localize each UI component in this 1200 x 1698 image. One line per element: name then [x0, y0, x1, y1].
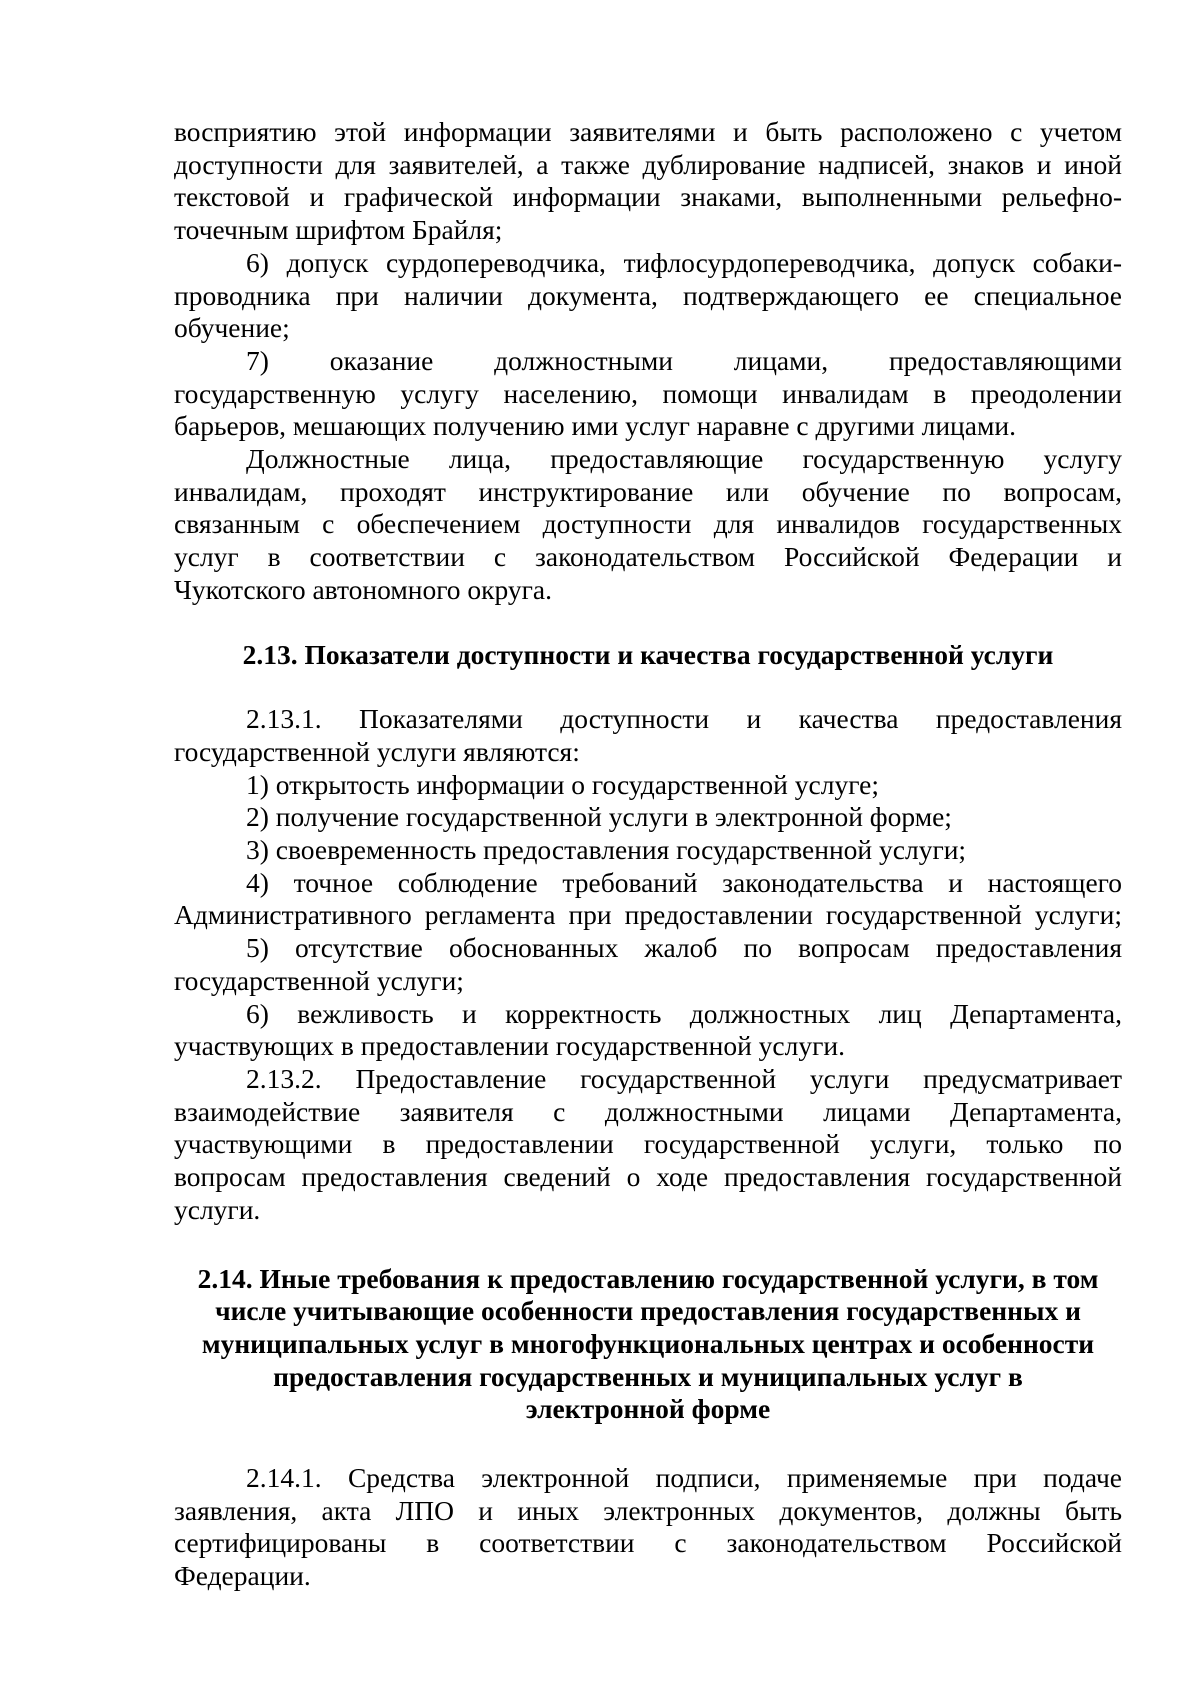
text-line: Чукотского автономного округа. [174, 573, 553, 605]
text-line: участвующими в предоставлении государственной услуги, только по [174, 1128, 1122, 1160]
text-line: 2.13.1. Показателями доступности и качества предоставления [246, 703, 1122, 735]
list-item [174, 932, 1122, 997]
text-line: инвалидам, проходят инструктирование или обучение по вопросам, [174, 475, 1122, 507]
text-line: доступности для заявителей, а также дублирование надписей, знаков и иной [174, 148, 1122, 180]
text-line: обучение; [174, 312, 290, 344]
text-line: заявления, акта ЛПО и иных электронных документов, должны быть [174, 1494, 1122, 1526]
text-line: вопросам предоставления сведений о ходе предоставления государственной [174, 1161, 1122, 1193]
list-item-6 [174, 247, 1122, 345]
text-line: проводника при наличии документа, подтверждающего ее специальное [174, 279, 1122, 311]
list-item: 1) открытость информации о государственной услуге; [246, 768, 879, 800]
text-line: Федерации. [174, 1560, 311, 1592]
text-line: взаимодействие заявителя с должностными лицами Департамента, [174, 1095, 1122, 1127]
text-line: 5) отсутствие обоснованных жалоб по вопросам предоставления [246, 932, 1122, 964]
list-item [174, 867, 1122, 932]
spacer [174, 671, 1122, 703]
text-line: Должностные лица, предоставляющие государственную услугу [246, 443, 1122, 475]
text-line: восприятию этой информации заявителями и быть расположено с учетом [174, 116, 1122, 147]
list-item-7 [174, 345, 1122, 443]
text-line: 4) точное соблюдение требований законодательства и настоящего [246, 866, 1122, 898]
text-line: услуг в соответствии с законодательством Российской Федерации и [174, 541, 1122, 573]
text-line: государственную услугу населению, помощи инвалидам в преодолении [174, 377, 1122, 409]
intro-paragraph [174, 116, 1122, 247]
text-line: услуги. [174, 1193, 261, 1225]
section-heading-2-14 [174, 1263, 1122, 1427]
officials-paragraph [174, 443, 1122, 607]
text-line: Административного регламента при предоставлении государственной услуги; [174, 899, 1122, 931]
spacer [174, 1426, 1122, 1462]
heading-line: предоставления государственных и муниципальных услуг в [273, 1360, 1023, 1392]
spacer [174, 1227, 1122, 1263]
text-line: государственной услуги; [174, 964, 464, 996]
text-line: участвующих в предоставлении государственной услуги. [174, 1030, 845, 1062]
text-line: точечным шрифтом Брайля; [174, 214, 503, 246]
heading-line: 2.14. Иные требования к предоставлению государственной услуги, в том [197, 1262, 1099, 1294]
text-line: 7) оказание должностными лицами, предоставляющими [246, 344, 1122, 376]
text-line: связанным с обеспечением доступности для инвалидов государственных [174, 508, 1122, 540]
list-item: 3) своевременность предоставления государственной услуги; [246, 834, 967, 866]
document-body [174, 116, 1122, 1593]
list-item: 2) получение государственной услуги в электронной форме; [246, 801, 952, 833]
text-line: 2.13.2. Предоставление государственной услуги предусматривает [246, 1062, 1122, 1094]
paragraph-2-13-1 [174, 703, 1122, 768]
text-line: 6) вежливость и корректность должностных лиц Департамента, [246, 997, 1122, 1029]
spacer [174, 607, 1122, 639]
section-heading-2-13: 2.13. Показатели доступности и качества государственной услуги [242, 638, 1054, 670]
paragraph-2-14-1 [174, 1462, 1122, 1593]
heading-line: электронной форме [525, 1393, 771, 1425]
text-line: сертифицированы в соответствии с законодательством Российской [174, 1527, 1122, 1559]
paragraph-2-13-2 [174, 1063, 1122, 1227]
heading-line: числе учитывающие особенности предоставления государственных и [215, 1295, 1081, 1327]
list-item [174, 998, 1122, 1063]
text-line: государственной услуги являются: [174, 735, 580, 767]
text-line: 6) допуск сурдопереводчика, тифлосурдопереводчика, допуск собаки- [246, 246, 1122, 278]
text-line: 2.14.1. Средства электронной подписи, применяемые при подаче [246, 1462, 1122, 1494]
text-line: текстовой и графической информации знаками, выполненными рельефно- [174, 181, 1122, 213]
text-line: барьеров, мешающих получению ими услуг наравне с другими лицами. [174, 410, 1016, 442]
heading-line: муниципальных услуг в многофункциональных центрах и особенности [201, 1327, 1095, 1359]
